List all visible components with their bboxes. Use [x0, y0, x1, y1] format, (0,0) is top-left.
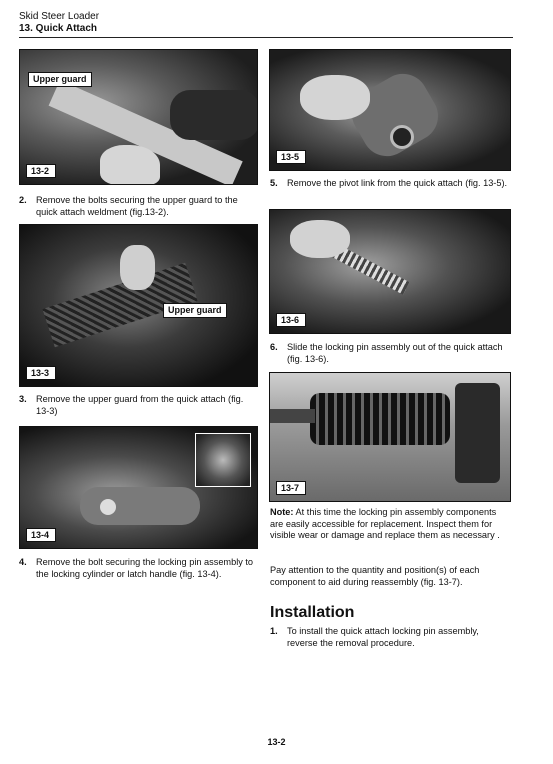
note-paragraph: [270, 507, 510, 542]
step-text: Remove the pivot link from the quick attach (fig. 13-5).: [287, 178, 508, 188]
step-4: [19, 557, 259, 580]
step-2: [19, 195, 259, 218]
figure-label-13-5: 13-5: [276, 150, 306, 164]
spring-coil: [310, 393, 450, 445]
photo-13-7: [269, 372, 511, 502]
step-3: [19, 394, 259, 417]
photo-13-6: [269, 209, 511, 334]
photo-13-2: [19, 49, 258, 185]
running-header: [19, 11, 99, 35]
hand-shape: [300, 75, 370, 120]
step-text: Slide the locking pin assembly out of the quick attach (fig. 13-6).: [287, 342, 503, 364]
installation-heading: Installation: [270, 604, 355, 621]
figure-label-13-7: 13-7: [276, 481, 306, 495]
hand-shape: [120, 245, 155, 290]
install-step-1: [270, 626, 510, 649]
photo-13-5: [269, 49, 511, 171]
figure-label-13-2: 13-2: [26, 164, 56, 178]
step-number: 1.: [270, 626, 278, 636]
detail-inset: [195, 433, 251, 487]
step-6: [270, 342, 510, 365]
manual-title: Skid Steer Loader: [19, 11, 100, 22]
hand-shape: [100, 145, 160, 185]
step-5: [270, 178, 510, 190]
step-text: Remove the upper guard from the quick attach (fig. 13-3): [36, 394, 244, 416]
step-number: 4.: [19, 557, 27, 567]
step-number: 6.: [270, 342, 278, 352]
machine-body: [170, 90, 258, 140]
header-rule: [19, 37, 513, 38]
photo-13-4: [19, 426, 258, 549]
pin-rod: [270, 409, 315, 423]
step-number: 5.: [270, 178, 278, 188]
pay-attention-paragraph: Pay attention to the quantity and position(s) of each component to aid during reassembly (fig. 13-7).: [270, 565, 480, 587]
pin-hole: [390, 125, 414, 149]
note-text: At this time the locking pin assembly components are easily accessible for replacement. Inspect them for visible wear or damage and replace them as necessary .: [270, 507, 500, 540]
step-number: 2.: [19, 195, 27, 205]
figure-label-13-3: 13-3: [26, 366, 56, 380]
photo-13-3: [19, 224, 258, 387]
hand-shape: [290, 220, 350, 258]
step-text: To install the quick attach locking pin assembly, reverse the removal procedure.: [287, 626, 479, 648]
latch-bracket: [455, 383, 500, 483]
step-text: Remove the bolt securing the locking pin assembly to the locking cylinder or latch handle (fig. 13-4).: [36, 557, 254, 579]
callout-upper-guard: Upper guard: [28, 72, 92, 87]
figure-label-13-4: 13-4: [26, 528, 56, 542]
bolt-head: [100, 499, 116, 515]
step-number: 3.: [19, 394, 27, 404]
callout-upper-guard: Upper guard: [163, 303, 227, 318]
page-number: 13-2: [267, 737, 286, 747]
latch-handle: [80, 487, 200, 525]
section-title: 13. Quick Attach: [19, 23, 97, 34]
figure-label-13-6: 13-6: [276, 313, 306, 327]
step-text: Remove the bolts securing the upper guard to the quick attach weldment (fig.13-2).: [36, 195, 238, 217]
note-label: Note:: [270, 507, 294, 517]
